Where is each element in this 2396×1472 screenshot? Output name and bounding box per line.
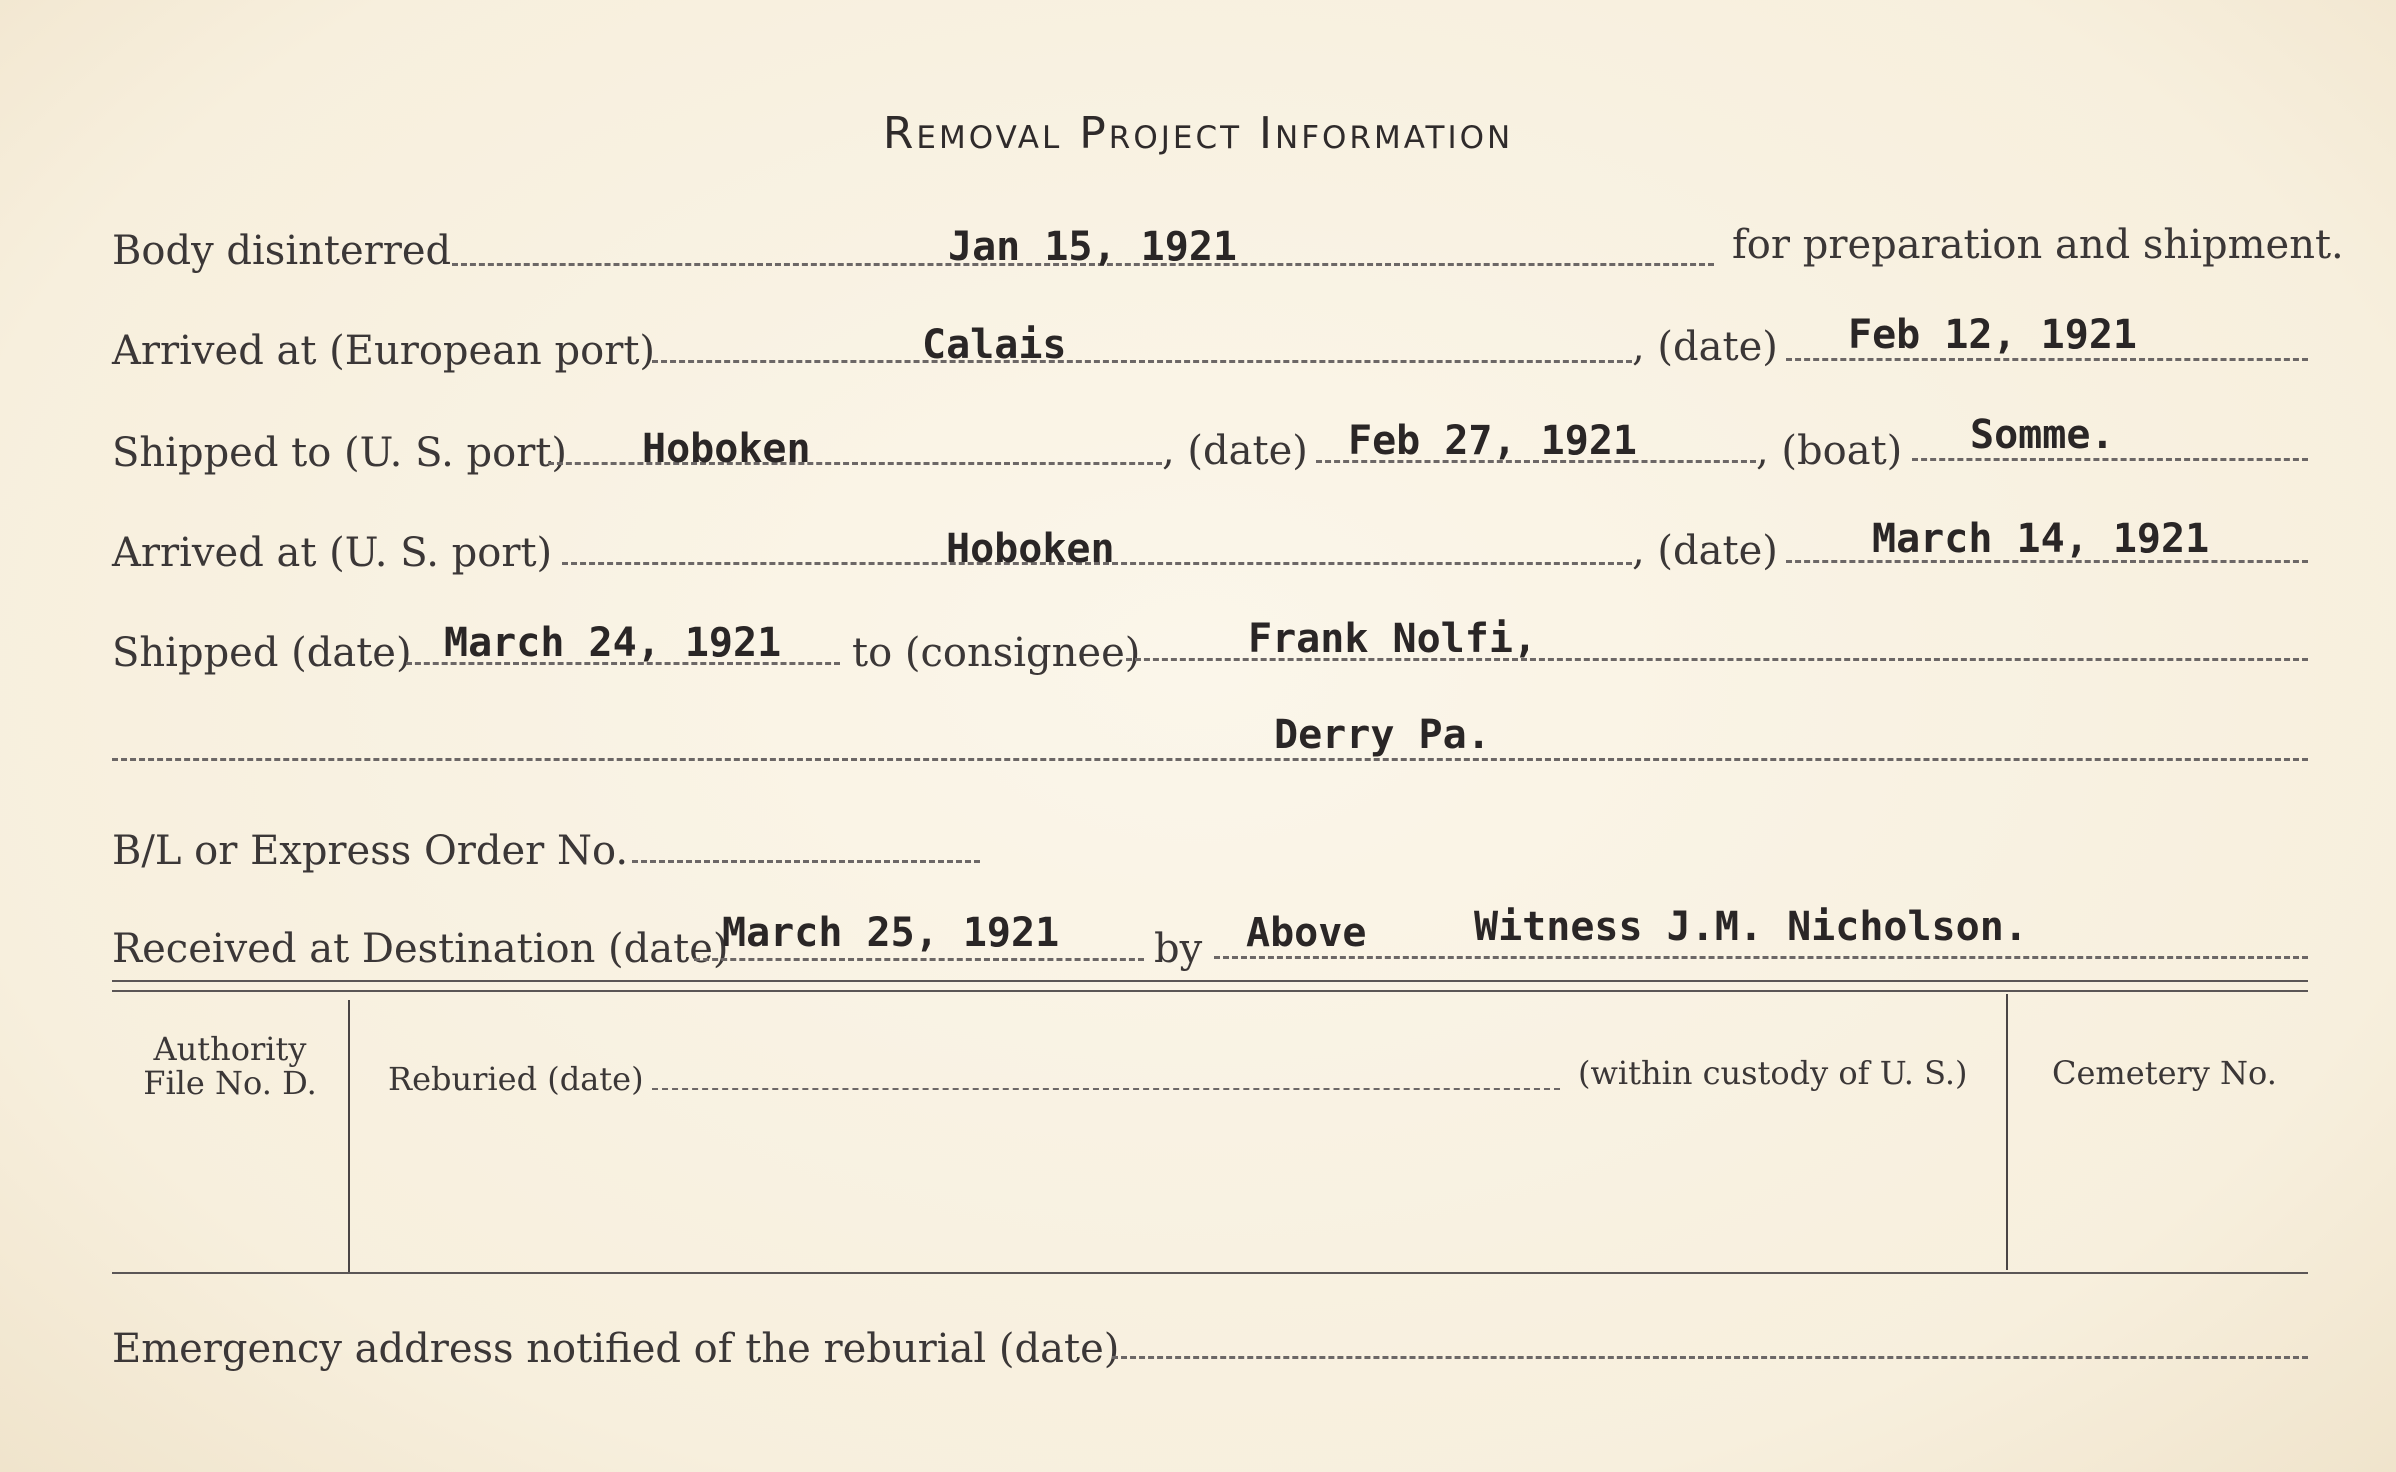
table-top-rule-inner (112, 990, 2308, 992)
custody-label: (within custody of U. S.) (1578, 1054, 1968, 1092)
shipped-us-date-label: , (date) (1162, 428, 1308, 474)
arrived-european-date-line (1786, 358, 2308, 361)
consignee-label: to (consignee) (852, 630, 1141, 676)
received-by-line (1214, 956, 2308, 959)
shipped-us-port-value: Hoboken (642, 426, 811, 472)
preparation-shipment-label: for preparation and shipment. (1732, 222, 2344, 268)
received-by-label: by (1154, 926, 1203, 972)
table-divider-right (2006, 994, 2008, 1270)
shipped-us-port-line (548, 462, 1162, 465)
received-destination-label: Received at Destination (date) (112, 926, 729, 972)
consignee-address: Derry Pa. (1274, 712, 1491, 758)
arrived-european-port-line (652, 360, 1632, 363)
bl-express-order-label: B/L or Express Order No. (112, 828, 629, 874)
arrived-us-date-value: March 14, 1921 (1872, 516, 2210, 562)
authority-label-line2: File No. D. (143, 1064, 317, 1102)
emergency-address-label: Emergency address notified of the reburial (date) (112, 1326, 1120, 1372)
arrived-us-port-label: Arrived at (U. S. port) (112, 530, 553, 576)
bl-express-order-line (632, 860, 980, 863)
boat-value: Somme. (1970, 412, 2115, 458)
reburied-line (652, 1088, 1560, 1090)
table-divider-left (348, 1000, 350, 1274)
received-by-value: Above (1246, 910, 1367, 956)
shipped-date-label: Shipped (date) (112, 630, 412, 676)
table-top-rule (112, 980, 2308, 982)
body-disinterred-label: Body disinterred (112, 228, 452, 274)
arrived-european-port-value: Calais (922, 322, 1067, 368)
consignee-address-line (112, 758, 2308, 761)
received-date-line (694, 958, 1144, 961)
shipped-date-value: March 24, 1921 (444, 620, 782, 666)
body-disinterred-value: Jan 15, 1921 (948, 224, 1237, 270)
arrived-us-date-label: , (date) (1632, 528, 1778, 574)
boat-line (1912, 458, 2308, 461)
shipped-us-port-label: Shipped to (U. S. port) (112, 430, 567, 476)
card-title: Removal Project Information (882, 108, 1514, 159)
authority-label-line1: Authority (153, 1030, 307, 1068)
received-date-value: March 25, 1921 (722, 910, 1060, 956)
arrived-european-date-value: Feb 12, 1921 (1848, 312, 2137, 358)
reburied-label: Reburied (date) (388, 1060, 644, 1098)
table-bottom-rule (112, 1272, 2308, 1274)
shipped-us-date-value: Feb 27, 1921 (1348, 418, 1637, 464)
consignee-name: Frank Nolfi, (1248, 616, 1537, 662)
arrived-european-port-label: Arrived at (European port) (112, 328, 656, 374)
cemetery-number-label: Cemetery No. (2052, 1054, 2277, 1092)
boat-label: , (boat) (1756, 428, 1903, 474)
emergency-address-line (1112, 1356, 2308, 1359)
arrived-us-port-value: Hoboken (946, 526, 1115, 572)
witness-value: Witness J.M. Nicholson. (1474, 904, 2028, 950)
arrived-european-date-label: , (date) (1632, 324, 1778, 370)
